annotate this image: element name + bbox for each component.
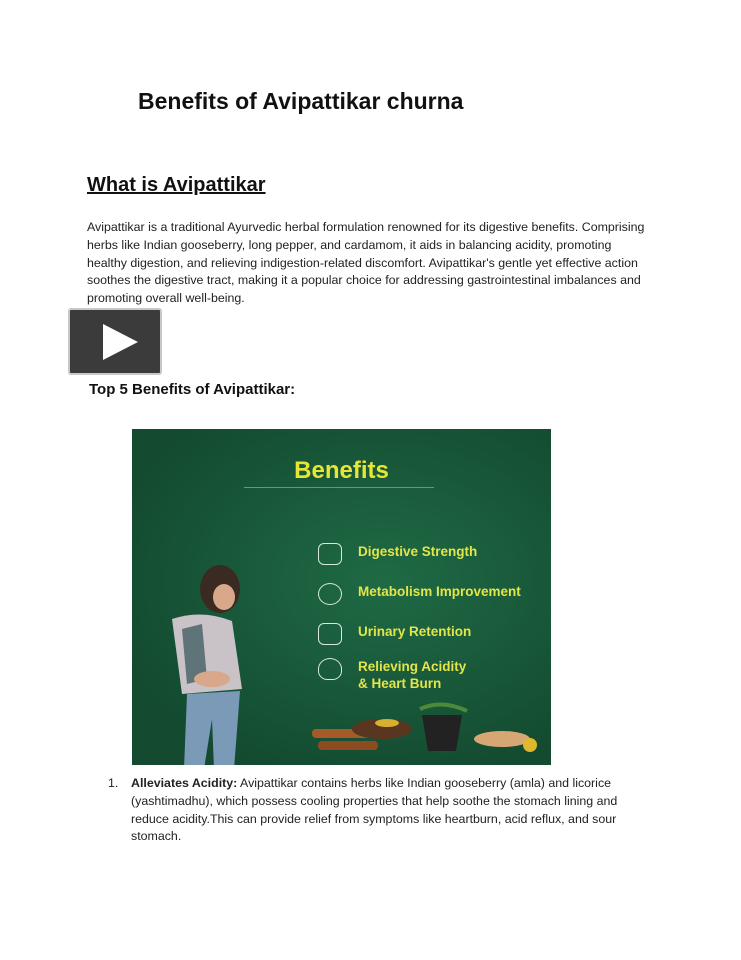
benefit-label: Metabolism Improvement: [358, 584, 521, 599]
play-video-button[interactable]: [68, 308, 162, 375]
image-divider: [244, 487, 434, 488]
play-icon: [70, 310, 160, 373]
benefits-subheading: Top 5 Benefits of Avipattikar:: [89, 381, 296, 398]
list-item-label: Alleviates Acidity:: [131, 776, 238, 790]
benefit-item: [318, 658, 468, 692]
metabolism-icon: [318, 583, 342, 605]
benefit-label: Relieving Acidity & Heart Burn: [358, 659, 467, 691]
benefit-item: [318, 623, 471, 645]
list-item: [108, 775, 648, 846]
heart-icon: [318, 658, 342, 680]
benefit-item: [318, 583, 521, 605]
woman-illustration: [142, 559, 282, 765]
benefit-label: Digestive Strength: [358, 544, 478, 559]
benefit-label: Urinary Retention: [358, 624, 472, 639]
image-title: Benefits: [294, 457, 389, 484]
digestive-icon: [318, 543, 342, 565]
benefits-list: [108, 775, 648, 846]
kidney-icon: [318, 623, 342, 645]
benefit-item: [318, 543, 477, 565]
list-item-text: Avipattikar contains herbs like Indian gooseberry (amla) and licorice (yashtimadhu), which possess cooling properties that help soothe the stomach lining and reduce acidity.This can provide relief from symptoms like heartburn, acid reflux, and sour stomach.: [131, 776, 618, 844]
section-heading: What is Avipattikar: [87, 174, 266, 196]
list-number: 1.: [108, 776, 119, 790]
herbs-illustration: [302, 699, 542, 765]
intro-paragraph: Avipattikar is a traditional Ayurvedic herbal formulation renowned for its digestive benefits. Comprising herbs like Indian gooseberry, long pepper, and cardamom, it aids in balancing acidity, promoting healthy digestion, and relieving indigestion-related discomfort. Avipattikar's gentle yet effective action soothes the digestive tract, making it a popular choice for addressing gastrointestinal imbalances and promoting overall well-being.: [87, 220, 645, 306]
page-title: Benefits of Avipattikar churna: [138, 88, 464, 114]
benefits-image: [132, 429, 551, 765]
